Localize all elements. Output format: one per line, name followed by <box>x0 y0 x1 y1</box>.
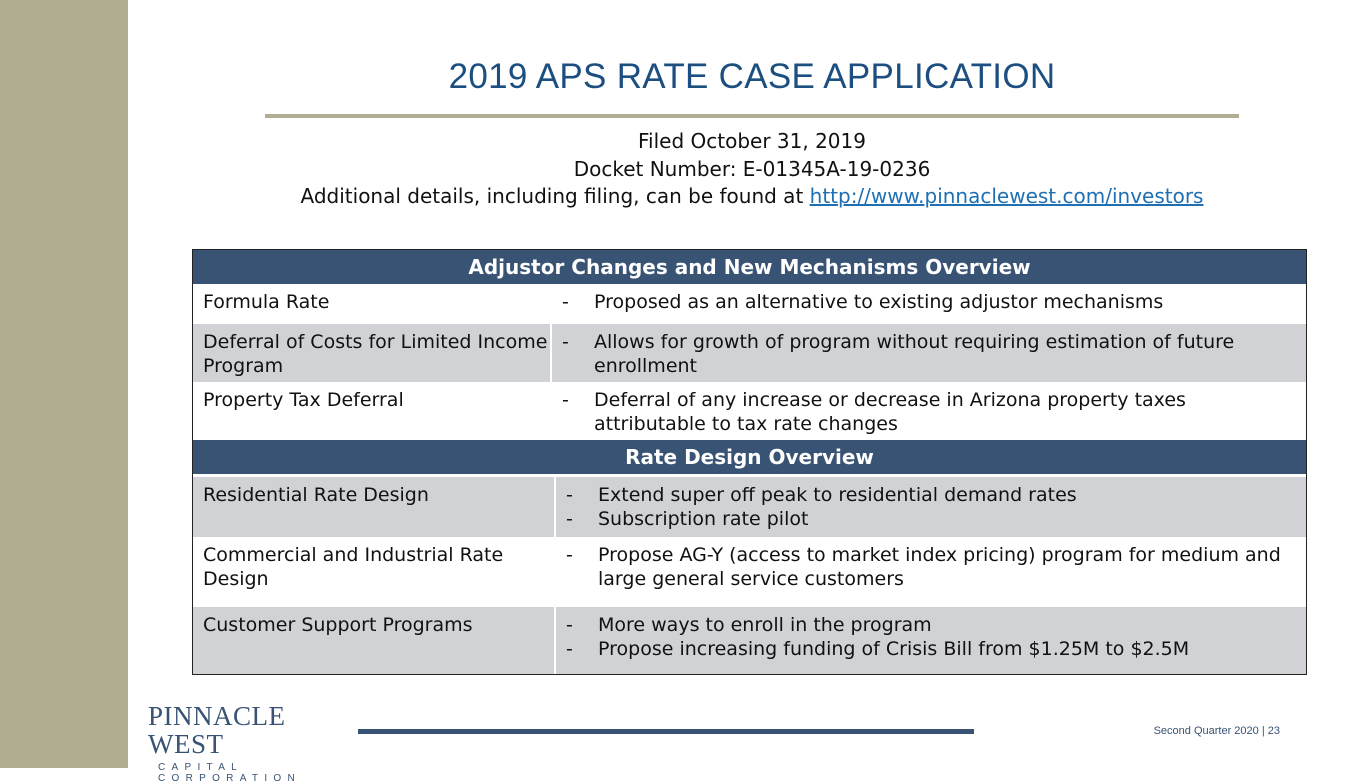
logo-subtitle: CAPITAL CORPORATION <box>158 762 302 784</box>
details-line <box>128 184 1365 208</box>
bullet-text: Subscription rate pilot <box>598 508 809 530</box>
page-title: 2019 APS RATE CASE APPLICATION <box>448 57 1056 96</box>
bullet-text: Propose AG-Y (access to market index pricing) program for medium and large general service customers <box>598 544 1281 590</box>
docket-number: Docket Number: E-01345A-19-0236 <box>573 157 931 181</box>
bullet-text: Extend super off peak to residential demand rates <box>598 484 1077 506</box>
footer-separator: | <box>1261 725 1265 737</box>
table-row <box>193 477 1306 537</box>
overview-table <box>192 249 1307 675</box>
footer-period: Second Quarter 2020 <box>1153 725 1259 737</box>
bullet-text: Deferral of any increase or decrease in Arizona property taxes attributable to tax rate changes <box>594 389 1186 435</box>
pinnacle-west-logo <box>148 702 343 784</box>
row-details: - More ways to enroll in the program - Propose increasing funding of Crisis Bill from $1.25M to $2.5M <box>554 607 1306 675</box>
page-number: 23 <box>1267 725 1280 737</box>
row-label: Customer Support Programs <box>203 614 473 636</box>
bullet-text: Proposed as an alternative to existing adjustor mechanisms <box>594 291 1164 313</box>
title-divider <box>265 114 1239 118</box>
bullet-text: Propose increasing funding of Crisis Bill from $1.25M to $2.5M <box>598 638 1190 660</box>
row-label: Commercial and Industrial Rate Design <box>203 544 504 590</box>
row-details: - Deferral of any increase or decrease in Arizona property taxes attributable to tax rate changes <box>550 382 1306 440</box>
details-text: Additional details, including filing, can be found at <box>300 184 810 208</box>
row-label: Formula Rate <box>203 291 330 313</box>
footer-divider <box>358 729 974 734</box>
row-label: Residential Rate Design <box>203 484 429 506</box>
filed-date: Filed October 31, 2019 <box>638 129 866 153</box>
logo-wordmark: PINNACLE WEST <box>148 701 286 759</box>
footer-page-info <box>1154 725 1280 737</box>
row-label: Property Tax Deferral <box>203 389 404 411</box>
table-row <box>193 607 1306 675</box>
adjustor-section-header: Adjustor Changes and New Mechanisms Overview <box>193 250 1306 284</box>
row-label: Deferral of Costs for Limited Income Program <box>203 331 548 377</box>
row-details: - Proposed as an alternative to existing adjustor mechanisms <box>550 284 1306 324</box>
investors-link[interactable]: http://www.pinnaclewest.com/investors <box>809 184 1204 208</box>
left-accent-bar <box>0 0 128 768</box>
row-details: - Allows for growth of program without requiring estimation of future enrollment <box>550 324 1306 382</box>
row-details: - Propose AG-Y (access to market index pricing) program for medium and large general service customers <box>554 537 1306 607</box>
table-row <box>193 284 1306 324</box>
table-row <box>193 537 1306 607</box>
row-details: - Extend super off peak to residential demand rates - Subscription rate pilot <box>554 477 1306 537</box>
bullet-text: More ways to enroll in the program <box>598 614 932 636</box>
table-row <box>193 324 1306 382</box>
bullet-text: Allows for growth of program without requiring estimation of future enrollment <box>594 331 1235 377</box>
rate-design-section-header: Rate Design Overview <box>193 440 1306 474</box>
table-row <box>193 382 1306 440</box>
